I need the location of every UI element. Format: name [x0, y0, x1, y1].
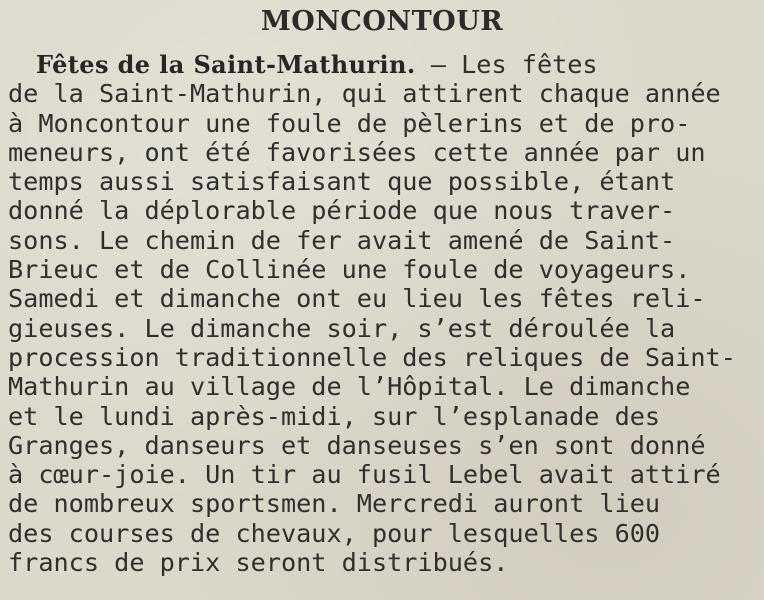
article-line-14: Granges, danseurs et danseuses s’en sont donné	[8, 430, 706, 460]
article-line-3: à Moncontour une foule de pèlerins et de pro-	[8, 108, 691, 138]
article-line-5: temps aussi satisfaisant que possible, étant	[8, 167, 676, 197]
article-line-16: de nombreux sportsmen. Mercredi auront lieu	[8, 489, 661, 519]
subhead: Fêtes de la Saint-Mathurin.	[36, 50, 416, 79]
article-line-4: meneurs, ont été favorisées cette année par un	[8, 137, 706, 167]
article-line-10: gieuses. Le dimanche soir, s’est déroulée la	[8, 313, 676, 343]
article-line-17: des courses de chevaux, pour lesquelles 600	[8, 518, 661, 548]
article-line-11: procession traditionnelle des reliques de Saint-	[8, 342, 736, 372]
article-line-7: sons. Le chemin de fer avait amené de Saint-	[8, 225, 676, 255]
article-line-13: et le lundi après-midi, sur l’esplanade des	[8, 401, 661, 431]
article-line-9: Samedi et dimanche ont eu lieu les fêtes reli-	[8, 284, 706, 314]
article-line-first	[8, 50, 760, 79]
article-line-1: — Les fêtes	[415, 50, 598, 79]
article-line-12: Mathurin au village de l’Hôpital. Le dimanche	[8, 372, 691, 402]
article-line-15: à cœur-joie. Un tir au fusil Lebel avait attiré	[8, 460, 721, 490]
article-line-8: Brieuc et de Collinée une foule de voyageurs.	[8, 255, 691, 285]
article-line-2: de la Saint-Mathurin, qui attirent chaque année	[8, 79, 721, 109]
article-line-6: donné la déplorable période que nous traver-	[8, 196, 676, 226]
article-body	[8, 50, 760, 577]
article-line-18: francs de prix seront distribués.	[8, 548, 509, 578]
headline: MONCONTOUR	[260, 6, 504, 37]
